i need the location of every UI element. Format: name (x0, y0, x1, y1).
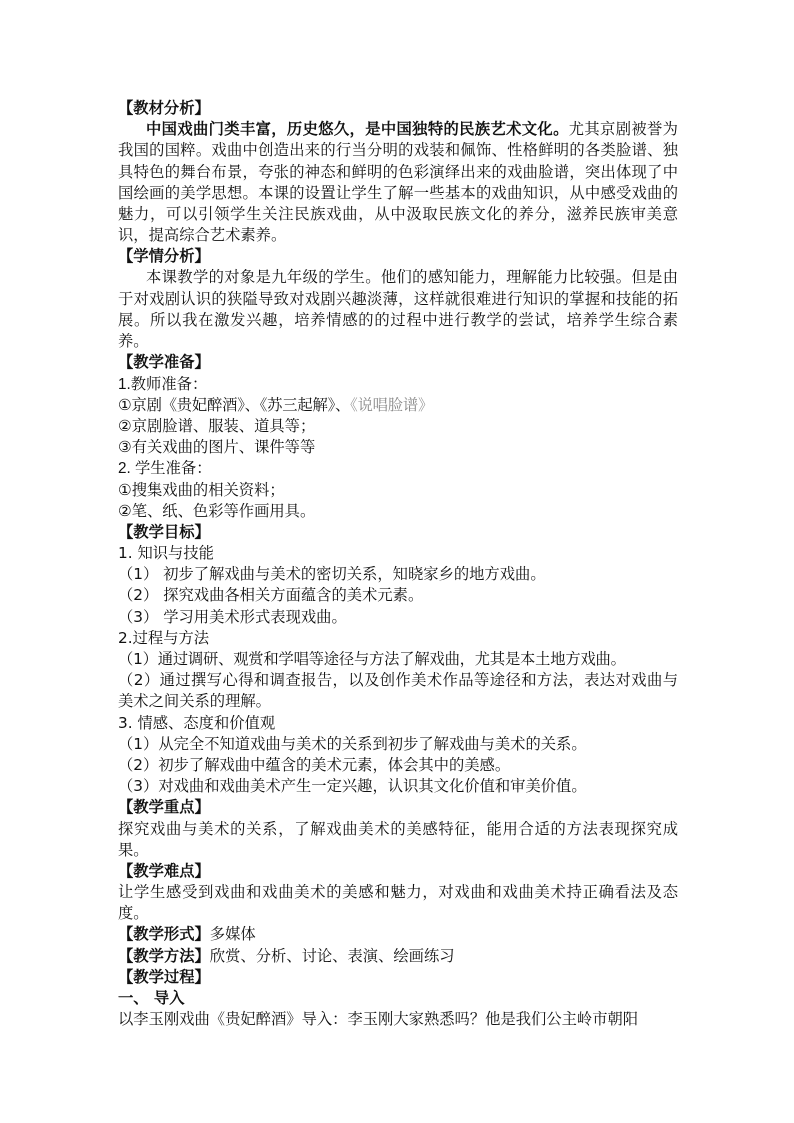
goal-3-item-1: （1）从完全不知道戏曲与美术的关系到初步了解戏曲与美术的关系。 (118, 734, 587, 753)
goal-2-item-2: （2）通过撰写心得和调查报告，以及创作美术作品等途径和方法，表达对戏曲与美术之间关系的理解。 (118, 671, 678, 711)
process-step-1: 一、 导入 (118, 989, 185, 1008)
prep-student-title: 2. 学生准备： (118, 460, 212, 478)
paragraph-difficulty: 让学生感受到戏曲和戏曲美术的美感和魅力，对戏曲和戏曲美术持正确看法及态度。 (118, 883, 678, 923)
heading-difficulty: 【教学难点】 (118, 861, 210, 880)
heading-process: 【教学过程】 (118, 967, 210, 986)
prep-teacher-item-1-text: ①京剧《贵妃醉酒》、《苏三起解》、 (118, 395, 351, 414)
heading-teaching-form: 【教学形式】 (118, 925, 210, 944)
heading-goals: 【教学目标】 (118, 522, 210, 541)
heading-prep: 【教学准备】 (118, 353, 210, 372)
goal-3-item-2: （2）初步了解戏曲中蕴含的美术元素，体会其中的美感。 (118, 755, 511, 774)
prep-student-item-1: ①搜集戏曲的相关资料； (118, 480, 285, 499)
analysis-body: 尤其京剧被誉为我国的国粹。戏曲中创造出来的行当分明的戏装和佩饰、性格鲜明的各类脸谱、独具特色的舞台布景，夸张的神态和鲜明的色彩演绎出来的戏曲脸谱，突出体现了中国绘画的美学思想。本课的设置让学生了解一些基本的戏曲知识，从中感受戏曲的魅力，可以引领学生关注民族戏曲，从中汲取民族文化的养分，滋养民族审美意识，提高综合艺术素养。 (118, 120, 678, 245)
goal-3-item-3: （3）对戏曲和戏曲美术产生一定兴趣，认识其文化价值和审美价值。 (118, 777, 587, 796)
prep-teacher-item-1-gray: 《说唱脸谱》 (350, 395, 434, 414)
heading-students: 【学情分析】 (118, 247, 210, 266)
document-page (118, 98, 678, 1030)
prep-teacher-item-1 (118, 395, 678, 416)
goal-3-title: 3. 情感、态度和价值观 (118, 713, 276, 732)
paragraph-students: 本课教学的对象是九年级的学生。他们的感知能力，理解能力比较强。但是由于对戏剧认识的狭隘导致对戏剧兴趣淡薄，这样就很难进行知识的掌握和技能的拓展。所以我在激发兴趣，培养情感的的过程中进行教学的尝试，培养学生综合素养。 (118, 268, 678, 350)
paragraph-analysis (118, 119, 678, 246)
heading-key-points: 【教学重点】 (118, 798, 210, 817)
row-teaching-method (118, 946, 678, 967)
heading-analysis: 【教材分析】 (118, 99, 210, 117)
goal-2-item-1: （1）通过调研、观赏和学唱等途径与方法了解戏曲，尤其是本土地方戏曲。 (118, 650, 626, 668)
prep-teacher-item-3: ③有关戏曲的图片、课件等等 (118, 438, 316, 457)
process-step-1-body: 以李玉刚戏曲《贵妃醉酒》导入：李玉刚大家熟悉吗？他是我们公主岭市朝阳 (118, 1010, 639, 1029)
prep-teacher-title: 1.教师准备： (118, 375, 208, 393)
prep-teacher-item-2: ②京剧脸谱、服装、道具等； (118, 416, 316, 435)
prep-student-item-2: ②笔、纸、色彩等作画用具。 (118, 501, 316, 520)
goal-2-title: 2.过程与方法 (118, 628, 210, 647)
row-teaching-form (118, 924, 678, 945)
goal-1-item-3: （3） 学习用美术形式表现戏曲。 (118, 607, 347, 626)
teaching-method-value: 欣赏、分析、讨论、表演、绘画练习 (209, 946, 455, 965)
heading-teaching-method: 【教学方法】 (118, 946, 210, 965)
goal-1-item-2: （2） 探究戏曲各相关方面蕴含的美术元素。 (118, 586, 424, 605)
paragraph-key-points: 探究戏曲与美术的关系，了解戏曲美术的美感特征，能用合适的方法表现探究成果。 (118, 819, 678, 859)
goal-1-title: 1. 知识与技能 (118, 544, 214, 563)
teaching-form-value: 多媒体 (209, 925, 256, 944)
analysis-lead: 中国戏曲门类丰富，历史悠久，是中国独特的民族艺术文化。 (146, 120, 569, 139)
goal-1-item-1: （1） 初步了解戏曲与美术的密切关系，知晓家乡的地方戏曲。 (118, 565, 546, 584)
